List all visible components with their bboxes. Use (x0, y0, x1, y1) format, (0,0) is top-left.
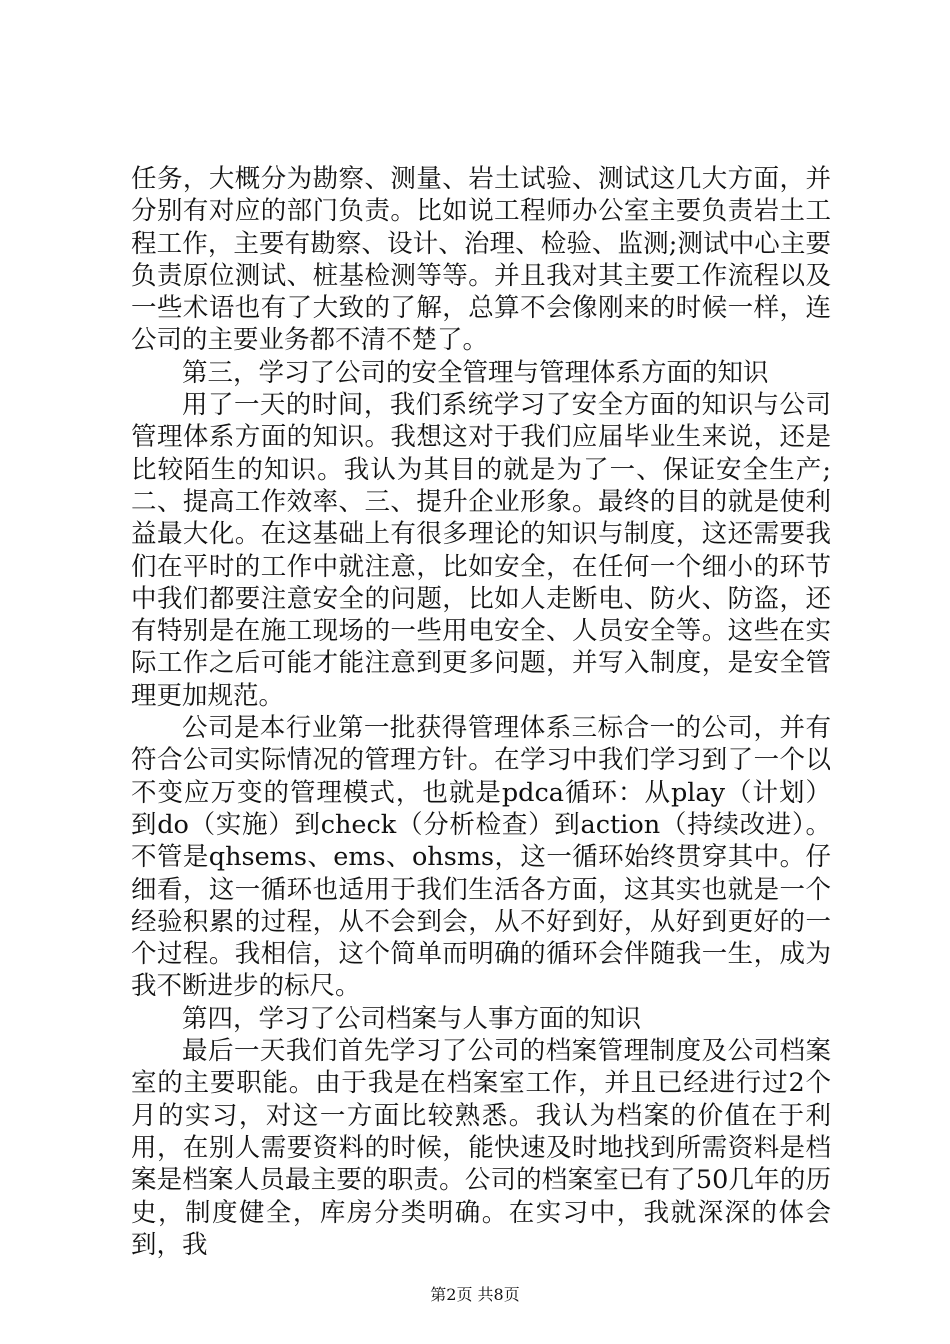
paragraph-management-system: 公司是本行业第一批获得管理体系三标合一的公司，并有符合公司实际情况的管理方针。在学习中我们学习到了一个以不变应万变的管理模式，也就是pdca循环：从play（计划）到do（实施）到check（分析检查）到action（持续改进）。不管是qhsems、ems、ohsms，这一循环始终贯穿其中。仔细看，这一循环也适用于我们生活各方面，这其实也就是一个经验积累的过程，从不会到会，从不好到好，从好到更好的一个过程。我相信，这个简单而明确的循环会伴随我一生，成为我不断进步的标尺。 (131, 713, 831, 1002)
paragraph-continuation: 任务，大概分为勘察、测量、岩土试验、测试这几大方面，并分别有对应的部门负责。比如说工程师办公室主要负责岩土工程工作，主要有勘察、设计、治理、检验、监测;测试中心主要负责原位测试、桩基检测等等。并且我对其主要工作流程以及一些术语也有了大致的了解，总算不会像刚来的时候一样，连公司的主要业务都不清不楚了。 (131, 164, 831, 356)
section-heading-3: 第三，学习了公司的安全管理与管理体系方面的知识 (182, 357, 769, 388)
paragraph-safety-training: 用了一天的时间，我们系统学习了安全方面的知识与公司管理体系方面的知识。我想这对于我们应届毕业生来说，还是比较陌生的知识。我认为其目的就是为了一、保证安全生产;二、提高工作效率、三、提升企业形象。最终的目的就是使利益最大化。在这基础上有很多理论的知识与制度，这还需要我们在平时的工作中就注意，比如安全，在任何一个细小的环节中我们都要注意安全的问题，比如人走断电、防火、防盗，还有特别是在施工现场的一些用电安全、人员安全等。这些在实际工作之后可能才能注意到更多问题，并写入制度，是安全管理更加规范。 (131, 390, 831, 711)
page-footer: 第2页 共8页 (430, 1285, 520, 1304)
paragraph-archives: 最后一天我们首先学习了公司的档案管理制度及公司档案室的主要职能。由于我是在档案室工作，并且已经进行过2个月的实习，对这一方面比较熟悉。我认为档案的价值在于利用，在别人需要资料的时候，能快速及时地找到所需资料是档案是档案人员最主要的职责。公司的档案室已有了50几年的历史，制度健全，库房分类明确。在实习中，我就深深的体会到，我 (131, 1036, 831, 1260)
section-heading-4: 第四，学习了公司档案与人事方面的知识 (182, 1003, 642, 1034)
body-text (131, 163, 831, 1261)
